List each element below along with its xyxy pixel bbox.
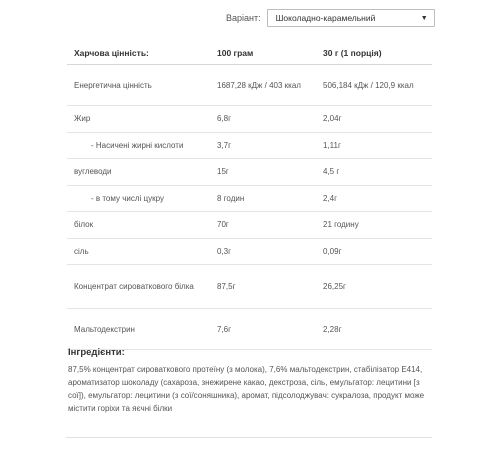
row-per-serving: 506,184 кДж / 120,9 ккал xyxy=(316,65,432,106)
ingredients-text: 87,5% концентрат сироваткового протеїну (з молока), 7,6% мальтодекстрин, стабілізатор Е414, ароматизатор шоколаду (сахароза, знежирене какао, декстроза, сіль, емульгатор: лецитини [з сої]), емульгатор: лецитини (з сої/соняшника), аромат, підсолоджувач: сукралоза, продукт може містити горіхи та яєчні білки xyxy=(68,365,425,413)
table-row xyxy=(67,159,432,186)
variant-label: Варіант: xyxy=(226,13,261,23)
row-per-serving: 26,25г xyxy=(316,265,432,309)
table-row xyxy=(67,185,432,212)
row-per-serving: 21 годину xyxy=(316,212,432,239)
row-name: - Насичені жирні кислоти xyxy=(67,132,210,159)
row-per-serving: 4,5 г xyxy=(316,159,432,186)
row-per-100g: 87,5г xyxy=(210,265,316,309)
row-name: - в тому числі цукру xyxy=(67,185,210,212)
header-per-100g: 100 грам xyxy=(210,41,316,65)
row-per-100g: 8 годин xyxy=(210,185,316,212)
variant-selected-value: Шоколадно-карамельний xyxy=(275,13,376,23)
row-name: Мальтодекстрин xyxy=(67,309,210,350)
row-name: білок xyxy=(67,212,210,239)
nutrition-table xyxy=(67,41,432,350)
row-per-serving: 1,11г xyxy=(316,132,432,159)
row-name: Жир xyxy=(67,106,210,133)
row-per-100g: 0,3г xyxy=(210,238,316,265)
table-header-row xyxy=(67,41,432,65)
row-per-100g: 70г xyxy=(210,212,316,239)
row-per-100g: 6,8г xyxy=(210,106,316,133)
row-name: Концентрат сироваткового білка xyxy=(67,265,210,309)
row-per-serving: 2,4г xyxy=(316,185,432,212)
row-per-serving: 2,28г xyxy=(316,309,432,350)
row-name: вуглеводи xyxy=(67,159,210,186)
variant-selector-row xyxy=(226,9,435,27)
table-row xyxy=(67,265,432,309)
table-row xyxy=(67,106,432,133)
row-per-serving: 0,09г xyxy=(316,238,432,265)
chevron-down-icon: ▼ xyxy=(420,14,428,22)
table-row xyxy=(67,132,432,159)
header-nutrition: Харчова цінність: xyxy=(67,41,210,65)
row-name: сіль xyxy=(67,238,210,265)
row-per-100g: 1687,28 кДж / 403 ккал xyxy=(210,65,316,106)
divider xyxy=(66,437,432,438)
ingredients-title: Інгредієнти: xyxy=(68,347,125,358)
table-row xyxy=(67,238,432,265)
table-row xyxy=(67,309,432,350)
row-name: Енергетична цінність xyxy=(67,65,210,106)
row-per-100g: 3,7г xyxy=(210,132,316,159)
variant-dropdown[interactable] xyxy=(267,9,435,27)
header-per-serving: 30 г (1 порція) xyxy=(316,41,432,65)
row-per-serving: 2,04г xyxy=(316,106,432,133)
table-row xyxy=(67,212,432,239)
row-per-100g: 7,6г xyxy=(210,309,316,350)
row-per-100g: 15г xyxy=(210,159,316,186)
table-row xyxy=(67,65,432,106)
